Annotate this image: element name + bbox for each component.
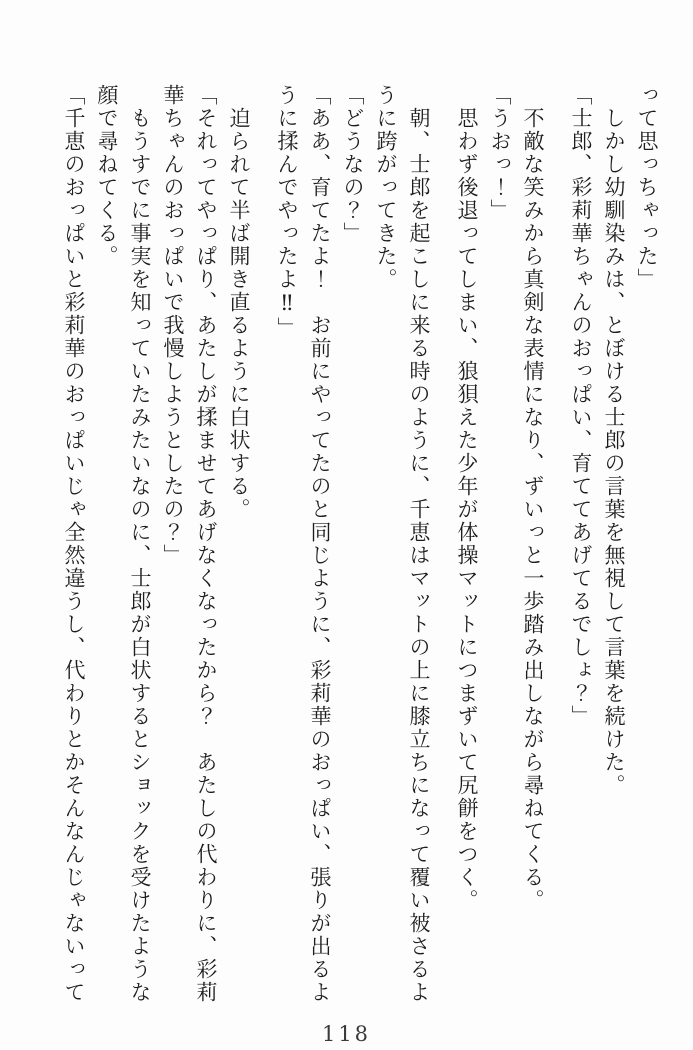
text-line: 「ああ、育てたよ！ お前にやってたのと同じように、彩莉華のおっぱい、張りが出るよ (308, 84, 332, 1004)
text-line: 華ちゃんのおっぱいで我慢しようとしたの？」 (161, 84, 185, 567)
page-number: 118 (321, 1022, 372, 1046)
vertical-text-block (57, 84, 663, 1012)
text-line: しかし幼馴染みは、とぼける士郎の言葉を無視して言葉を続けた。 (602, 107, 626, 797)
text-line: 思わず後退ってしまい、狼狽えた少年が体操マットにつまずいて尻餅をつく。 (455, 107, 479, 912)
text-line: 顔で尋ねてくる。 (95, 84, 119, 268)
text-line: 「それってやっぱり、あたしが揉ませてあげなくなったから？ あたしの代わりに、彩莉 (194, 84, 218, 1004)
text-line: 「どうなの？」 (341, 84, 365, 245)
text-line: 「千恵のおっぱいと彩莉華のおっぱいじゃ全然違うし、代わりとかそんなんじゃないって (62, 84, 86, 1004)
text-line: 不敵な笑みから真剣な表情になり、ずいっと一歩踏み出しながら尋ねてくる。 (521, 107, 545, 912)
text-line: うに揉んでやったよ‼」 (275, 84, 299, 340)
text-line: 迫られて半ば開き直るように白状する。 (227, 107, 251, 521)
text-line: って思っちゃった」 (635, 84, 659, 291)
text-line: 「士郎、彩莉華ちゃんのおっぱい、育ててあげてるでしょ？」 (569, 84, 593, 728)
text-line: 「うおっ！」 (488, 84, 512, 222)
text-line: 朝、士郎を起こしに来る時のように、千恵はマットの上に膝立ちになって覆い被さるよ (407, 107, 431, 1004)
text-line: うに跨がってきた。 (374, 84, 398, 291)
text-line: もうすでに事実を知っていたみたいなのに、士郎が白状するとショックを受けたような (128, 107, 152, 1004)
